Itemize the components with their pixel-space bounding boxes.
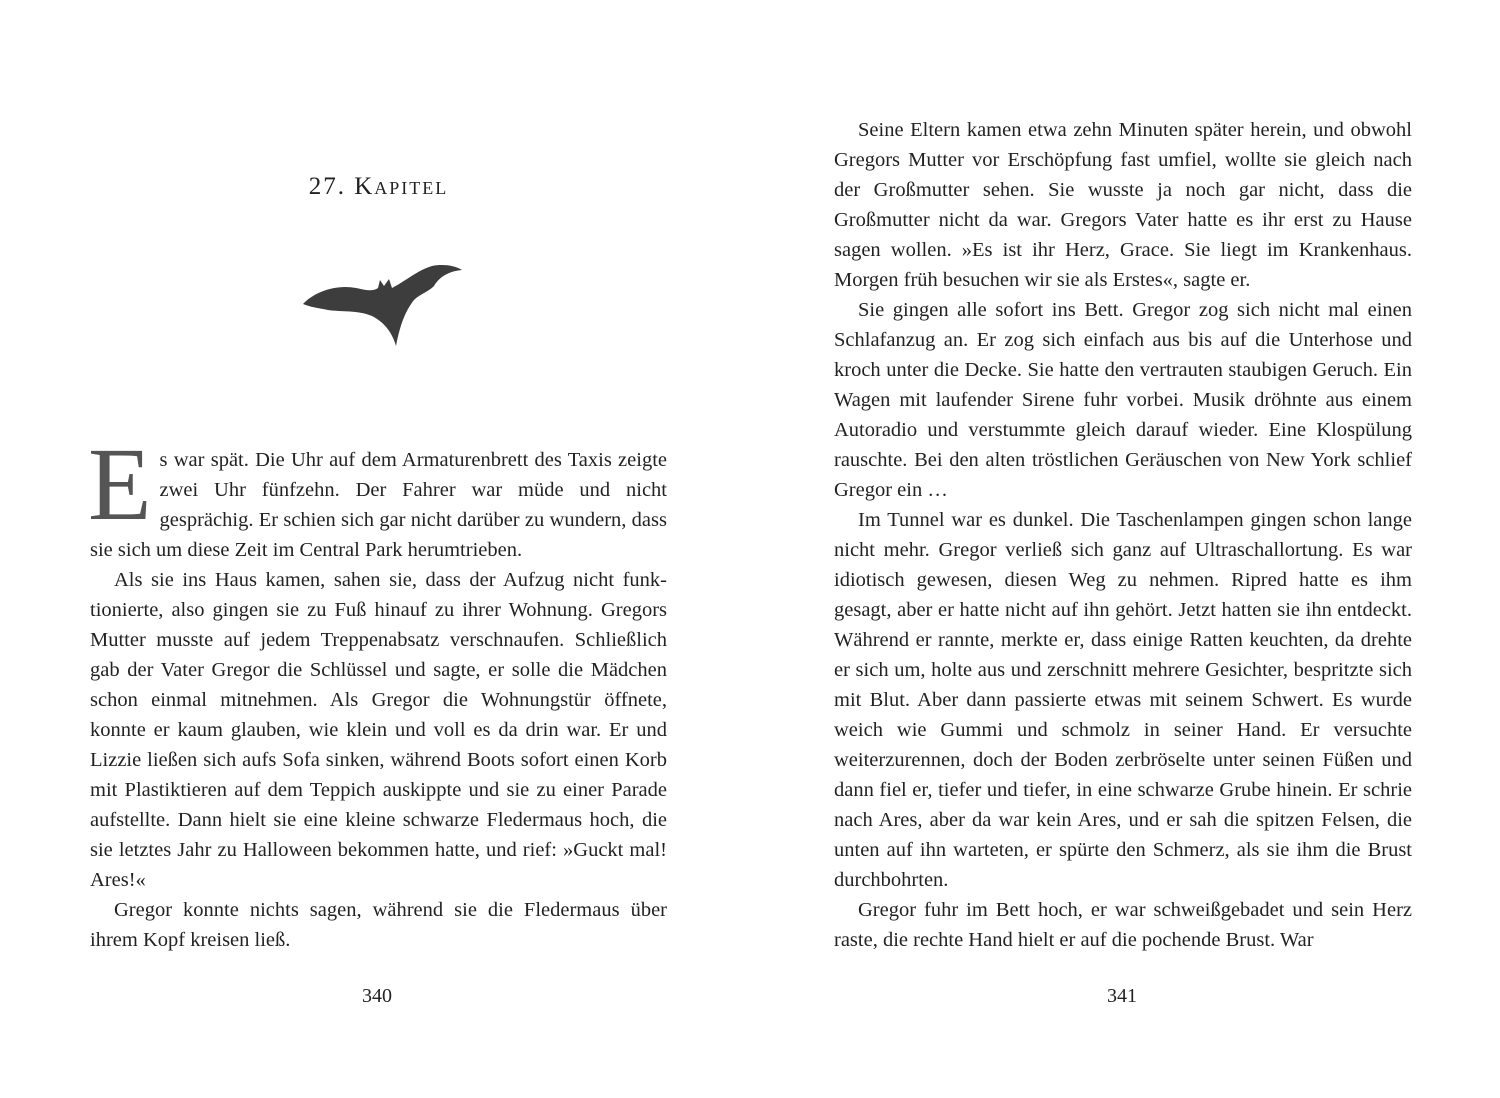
- drop-cap: E: [88, 427, 152, 542]
- left-page-body: [88, 427, 667, 955]
- bat-icon: [300, 262, 464, 348]
- chapter-heading: 27. Kapitel: [308, 173, 449, 200]
- right-page-body: [834, 115, 1412, 955]
- paragraph-text: s war spät. Die Uhr auf dem Armaturenbrett des Taxis zeigte zwei Uhr fünfzehn. Der Fahrer war müde und nicht gesprächig. Er schien sich gar nicht darüber zu wundern, dass sie sich um diese Zeit im Central Park herumtrieben.: [90, 449, 667, 561]
- page-number: 341: [1107, 985, 1137, 1007]
- paragraph: [88, 427, 667, 565]
- right-page: [750, 0, 1500, 1098]
- paragraph: Im Tunnel war es dunkel. Die Taschenlampen gingen schon lange nicht mehr. Gregor verließ sich ganz auf Ultraschallortung. Es war idiotisch gewesen, diesen Weg zu nehmen. Ripred hatte es ihm gesagt, aber er hatte nicht auf ihn gehört. Jetzt hatten sie ihn entdeckt. Während er rannte, merkte er, dass einige Ratten keuchten, da drehte er sich um, holte aus und zerschnitt mehrere Gesichter, bespritzte sich mit Blut. Aber dann passierte etwas mit seinem Schwert. Es wurde weich wie Gummi und schmolz in seiner Hand. Er versuchte weiterzurennen, doch der Boden zerbröselte unter seinen Füßen und dann fiel er, tiefer und tiefer, in eine schwarze Grube hinein. Er schrie nach Ares, aber da war kein Ares, und er sah die spitzen Felsen, die unten auf ihn warteten, er spürte den Schmerz, als sie ihm die Brust durchbohrten.: [834, 509, 1412, 891]
- page-number: 340: [362, 985, 392, 1007]
- paragraph: Seine Eltern kamen etwa zehn Minuten später herein, und obwohl Gregors Mutter vor Erschöpfung fast umfiel, wollte sie gleich nach der Großmutter sehen. Sie wusste ja noch gar nicht, dass die Großmutter nicht da war. Gregors Vater hatte es ihr erst zu Hause sagen wollen. »Es ist ihr Herz, Grace. Sie liegt im Krankenhaus. Morgen früh besuchen wir sie als Erstes«, sagte er.: [834, 119, 1412, 291]
- paragraph: Sie gingen alle sofort ins Bett. Gregor zog sich nicht mal einen Schlafanzug an. Er zog sich einfach aus bis auf die Unterhose und kroch unter die Decke. Sie hatte den vertrauten staubigen Geruch. Ein Wagen mit laufender Sirene fuhr vorbei. Musik dröhnte aus einem Autoradio und verstummte gleich darauf wieder. Eine Klospülung rauschte. Bei den alten tröstlichen Geräuschen von New York schlief Gregor ein …: [834, 299, 1412, 501]
- paragraph: Als sie ins Haus kamen, sahen sie, dass der Aufzug nicht funktionierte, also gingen sie zu Fuß hinauf zu ihrer Wohnung. Gregors Mutter musste auf jedem Treppenabsatz verschnaufen. Schließlich gab der Vater Gregor die Schlüssel und sagte, er solle die Mädchen schon einmal mitnehmen. Als Gregor die Wohnungstür öffnete, konnte er kaum glauben, wie klein und voll es da drin war. Er und Lizzie ließen sich aufs Sofa sinken, während Boots sofort einen Korb mit Plastiktieren auf dem Teppich auskippte und sie zu einer Parade aufstellte. Dann hielt sie eine kleine schwarze Fledermaus hoch, die sie letztes Jahr zu Halloween bekommen hatte, und rief: »Guckt mal! Ares!«: [90, 569, 667, 891]
- paragraph: Gregor konnte nichts sagen, während sie die Fledermaus über ihrem Kopf kreisen ließ.: [90, 899, 667, 951]
- paragraph: Gregor fuhr im Bett hoch, er war schweißgebadet und sein Herz raste, die rechte Hand hielt er auf die pochende Brust. War: [834, 899, 1412, 951]
